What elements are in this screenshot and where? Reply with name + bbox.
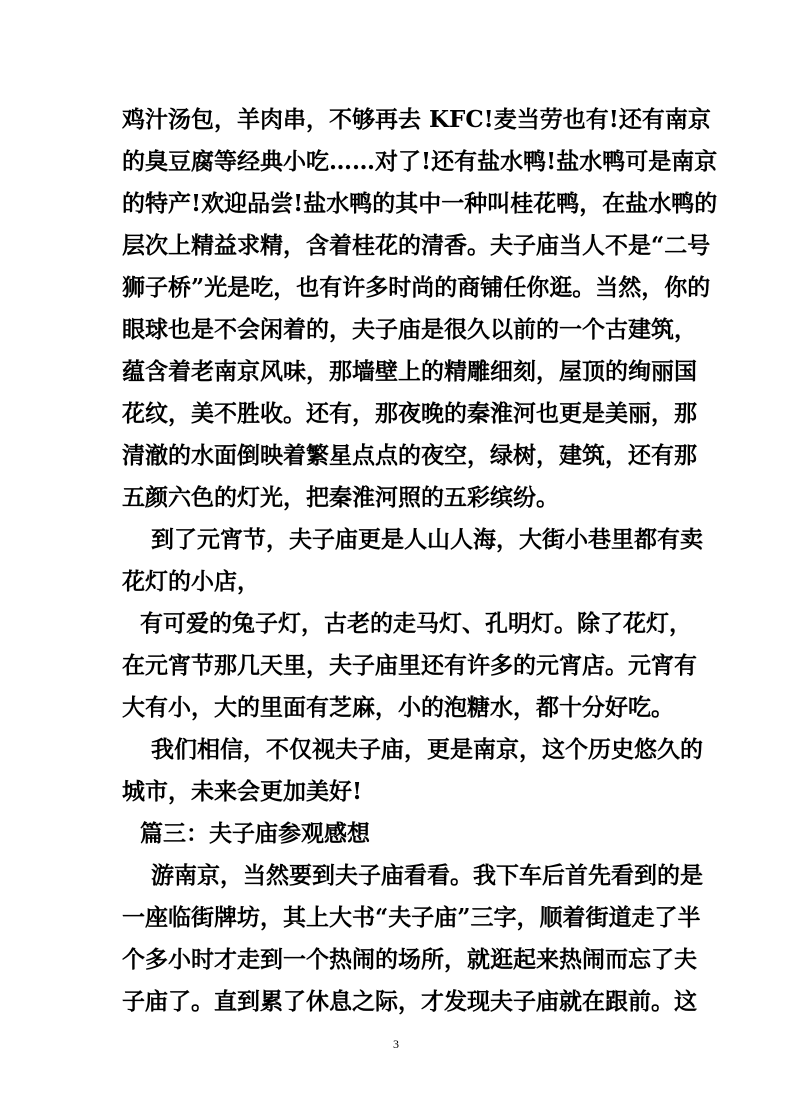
text-line-22: 子庙了。直到累了休息之际，才发现夫子庙就在跟前。这 — [122, 988, 697, 1015]
text-line-1: 鸡汁汤包，羊肉串，不够再去 KFC!麦当劳也有!还有南京 — [122, 106, 711, 133]
text-line-21: 个多小时才走到一个热闹的场所，就逛起来热闹而忘了夫 — [122, 946, 697, 973]
text-line-13: 有可爱的兔子灯，古老的走马灯、孔明灯。除了花灯， — [140, 610, 692, 637]
section-heading: 篇三：夫子庙参观感想 — [140, 820, 370, 847]
text-line-19: 游南京，当然要到夫子庙看看。我下车后首先看到的是 — [151, 862, 703, 889]
text-line-5: 狮子桥”光是吃，也有许多时尚的商铺任你逛。当然，你的 — [122, 274, 711, 301]
text-line-6: 眼球也是不会闲着的，夫子庙是很久以前的一个古建筑， — [122, 316, 697, 343]
text-line-2: 的臭豆腐等经典小吃……对了!还有盐水鸭!盐水鸭可是南京 — [122, 148, 718, 175]
text-line-11: 到了元宵节，夫子庙更是人山人海，大街小巷里都有卖 — [151, 526, 703, 553]
page-number: 3 — [393, 1037, 399, 1051]
text-line-20: 一座临街牌坊，其上大书“夫子庙”三字，顺着街道走了半 — [122, 904, 701, 931]
text-line-17: 城市，未来会更加美好! — [122, 778, 363, 805]
text-line-4: 层次上精益求精，含着桂花的清香。夫子庙当人不是“二号 — [122, 232, 711, 259]
text-line-16: 我们相信，不仅视夫子庙，更是南京，这个历史悠久的 — [151, 736, 703, 763]
text-line-15: 大有小，大的里面有芝麻，小的泡糖水，都十分好吃。 — [122, 694, 674, 721]
text-line-3: 的特产!欢迎品尝!盐水鸭的其中一种叫桂花鸭，在盐水鸭的 — [122, 190, 718, 217]
text-line-8: 花纹，美不胜收。还有，那夜晚的秦淮河也更是美丽，那 — [122, 400, 697, 427]
text-line-14: 在元宵节那几天里，夫子庙里还有许多的元宵店。元宵有 — [122, 652, 697, 679]
text-line-12: 花灯的小店， — [122, 568, 260, 595]
text-line-7: 蕴含着老南京风味，那墙壁上的精雕细刻，屋顶的绚丽国 — [122, 358, 697, 385]
text-line-10: 五颜六色的灯光，把秦淮河照的五彩缤纷。 — [122, 484, 559, 511]
text-line-9: 清澈的水面倒映着繁星点点的夜空，绿树，建筑，还有那 — [122, 442, 697, 469]
